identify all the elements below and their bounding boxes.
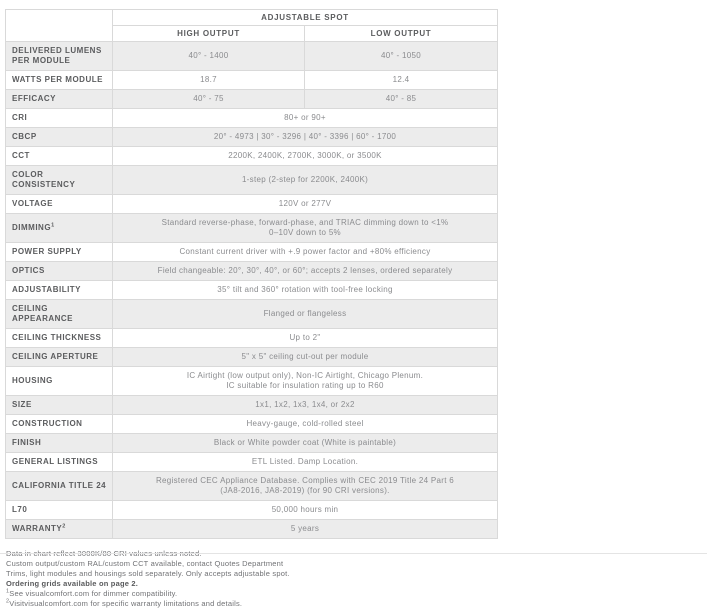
row-label: VOLTAGE bbox=[6, 195, 113, 214]
row-value: 120V or 277V bbox=[113, 195, 498, 214]
table-row bbox=[6, 42, 498, 71]
row-label: CEILING APPEARANCE bbox=[6, 300, 113, 329]
row-value: 80+ or 90+ bbox=[113, 109, 498, 128]
footnotes bbox=[6, 549, 707, 609]
row-label: FINISH bbox=[6, 434, 113, 453]
table-row bbox=[6, 281, 498, 300]
table-row bbox=[6, 243, 498, 262]
row-label: CRI bbox=[6, 109, 113, 128]
spec-table-body bbox=[6, 42, 498, 539]
row-value: Constant current driver with +.9 power factor and +80% efficiency bbox=[113, 243, 498, 262]
table-row bbox=[6, 262, 498, 281]
footnote-marker: 1 bbox=[6, 588, 10, 595]
row-label: ADJUSTABILITY bbox=[6, 281, 113, 300]
value-low-output: 12.4 bbox=[305, 71, 498, 90]
footnote-marker: 1 bbox=[51, 222, 55, 229]
value-high-output: 18.7 bbox=[113, 71, 305, 90]
footnote-line: $^1$See visualcomfort.com for dimmer compatibility. bbox=[6, 588, 178, 598]
spec-table bbox=[5, 9, 498, 539]
row-value: 35° tilt and 360° rotation with tool-free locking bbox=[113, 281, 498, 300]
row-label: CEILING THICKNESS bbox=[6, 329, 113, 348]
row-value: 1x1, 1x2, 1x3, 1x4, or 2x2 bbox=[113, 396, 498, 415]
table-row bbox=[6, 147, 498, 166]
row-label: WATTS PER MODULE bbox=[6, 71, 113, 90]
row-value: ETL Listed. Damp Location. bbox=[113, 453, 498, 472]
col-header-high-output: HIGH OUTPUT bbox=[113, 26, 305, 42]
row-value: 2200K, 2400K, 2700K, 3000K, or 3500K bbox=[113, 147, 498, 166]
row-label: OPTICS bbox=[6, 262, 113, 281]
table-row bbox=[6, 195, 498, 214]
value-high-output: 40° - 75 bbox=[113, 90, 305, 109]
row-value: IC Airtight (low output only), Non-IC Airtight, Chicago Plenum. IC suitable for insulation rating up to R60 bbox=[113, 367, 498, 396]
row-label: CONSTRUCTION bbox=[6, 415, 113, 434]
row-value: 20° - 4973 | 30° - 3296 | 40° - 3396 | 60° - 1700 bbox=[113, 128, 498, 147]
footnote-line: Trims, light modules and housings sold separately. Only accepts adjustable spot. bbox=[6, 569, 290, 578]
table-row bbox=[6, 348, 498, 367]
row-value: 5 years bbox=[113, 520, 498, 539]
row-label: SIZE bbox=[6, 396, 113, 415]
footnote-line: Ordering grids available on page 2. bbox=[6, 579, 139, 588]
value-low-output: 40° - 1050 bbox=[305, 42, 498, 71]
corner-cell bbox=[6, 10, 113, 42]
row-value: 5" x 5" ceiling cut-out per module bbox=[113, 348, 498, 367]
table-row bbox=[6, 396, 498, 415]
row-label: CCT bbox=[6, 147, 113, 166]
row-label: CEILING APERTURE bbox=[6, 348, 113, 367]
table-row bbox=[6, 300, 498, 329]
row-value: Flanged or flangeless bbox=[113, 300, 498, 329]
row-value: Standard reverse-phase, forward-phase, and TRIAC dimming down to <1% 0–10V down to 5% bbox=[113, 214, 498, 243]
row-value: Registered CEC Appliance Database. Complies with CEC 2019 Title 24 Part 6 (JA8-2016, JA8-2019) (for 90 CRI versions). bbox=[113, 472, 498, 501]
row-label: GENERAL LISTINGS bbox=[6, 453, 113, 472]
row-value: Black or White powder coat (White is paintable) bbox=[113, 434, 498, 453]
row-label: CALIFORNIA TITLE 24 bbox=[6, 472, 113, 501]
row-label: WARRANTY$^2$ bbox=[6, 520, 113, 539]
footnote-line: $^2$Visitvisualcomfort.com for specific warranty limitations and details. bbox=[6, 598, 243, 608]
value-high-output: 40° - 1400 bbox=[113, 42, 305, 71]
value-low-output: 40° - 85 bbox=[305, 90, 498, 109]
row-label: DIMMING$^1$ bbox=[6, 214, 113, 243]
row-label: DELIVERED LUMENS PER MODULE bbox=[6, 42, 113, 71]
row-label: L70 bbox=[6, 501, 113, 520]
table-row bbox=[6, 128, 498, 147]
row-label: COLOR CONSISTENCY bbox=[6, 166, 113, 195]
row-label: EFFICACY bbox=[6, 90, 113, 109]
footnote-line: Data in chart reflect 3000K/80 CRI values unless noted. bbox=[6, 549, 202, 558]
footnote-marker: 2 bbox=[62, 523, 66, 530]
footnote-line: Custom output/custom RAL/custom CCT available, contact Quotes Department bbox=[6, 559, 284, 568]
table-row bbox=[6, 166, 498, 195]
table-row bbox=[6, 415, 498, 434]
table-row bbox=[6, 109, 498, 128]
table-row bbox=[6, 329, 498, 348]
group-header: ADJUSTABLE SPOT bbox=[113, 10, 498, 26]
table-row bbox=[6, 434, 498, 453]
row-value: Field changeable: 20°, 30°, 40°, or 60°; accepts 2 lenses, ordered separately bbox=[113, 262, 498, 281]
row-label: CBCP bbox=[6, 128, 113, 147]
page-bottom-divider bbox=[0, 553, 707, 554]
table-row bbox=[6, 453, 498, 472]
row-value: 1-step (2-step for 2200K, 2400K) bbox=[113, 166, 498, 195]
spec-table-header bbox=[6, 10, 498, 42]
table-row bbox=[6, 90, 498, 109]
row-value: 50,000 hours min bbox=[113, 501, 498, 520]
footnote-marker: 2 bbox=[6, 598, 10, 605]
table-row bbox=[6, 520, 498, 539]
table-row bbox=[6, 367, 498, 396]
table-row bbox=[6, 501, 498, 520]
col-header-low-output: LOW OUTPUT bbox=[305, 26, 498, 42]
table-row bbox=[6, 71, 498, 90]
row-label: POWER SUPPLY bbox=[6, 243, 113, 262]
table-row bbox=[6, 214, 498, 243]
row-value: Heavy-gauge, cold-rolled steel bbox=[113, 415, 498, 434]
row-value: Up to 2" bbox=[113, 329, 498, 348]
table-row bbox=[6, 472, 498, 501]
row-label: HOUSING bbox=[6, 367, 113, 396]
